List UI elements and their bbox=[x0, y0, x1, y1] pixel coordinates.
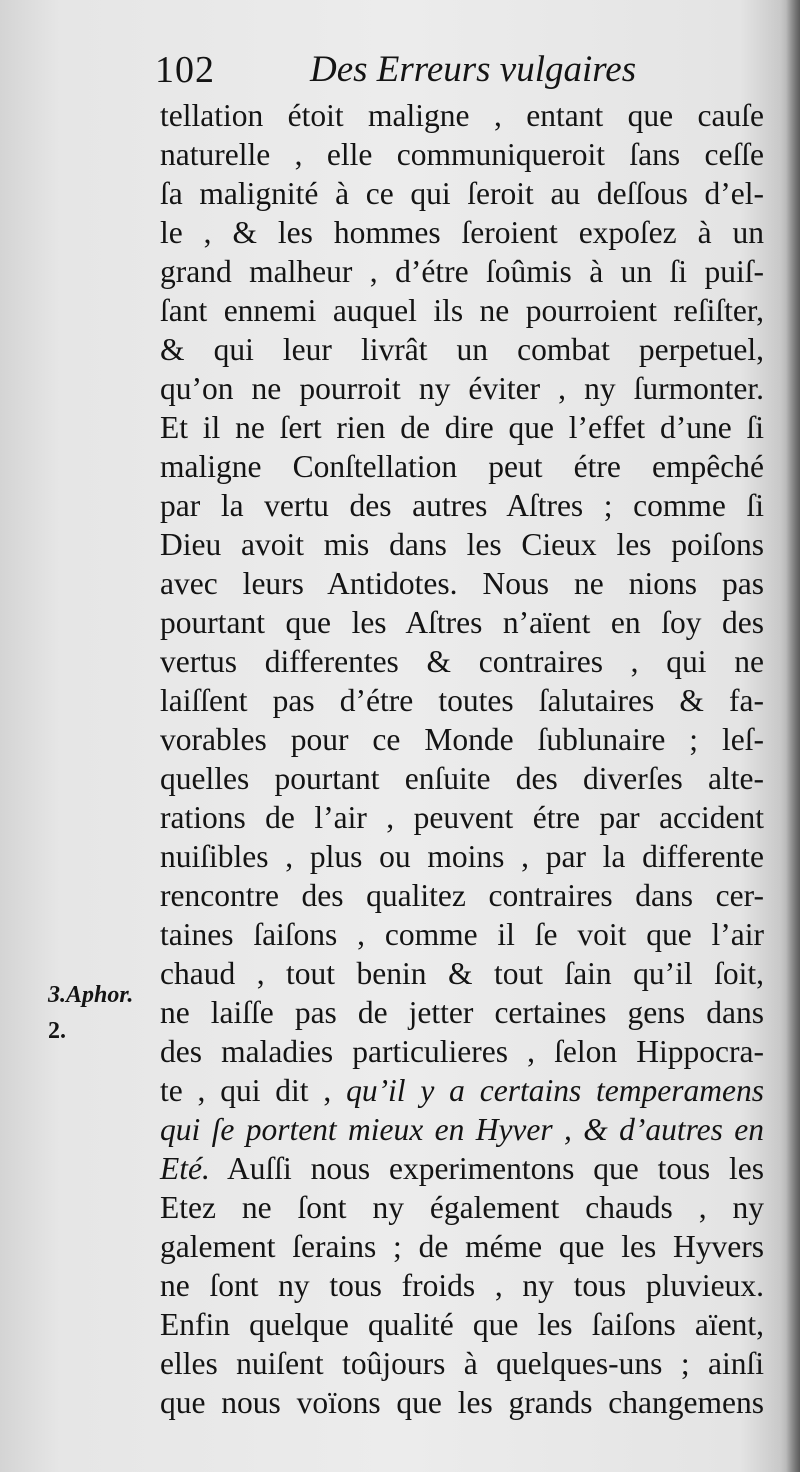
text-line: Dieu avoit mis dans les Cieux les poiſons bbox=[160, 527, 764, 562]
margin-note-number: 2. bbox=[48, 1018, 66, 1044]
text-line: vertus differentes & contraires , qui ne bbox=[160, 644, 764, 679]
text-line: qu’on ne pourroit ny éviter , ny ſurmonter. bbox=[160, 371, 764, 406]
text-line: Enfin quelque qualité que les ſaiſons aïent, bbox=[160, 1307, 764, 1342]
text-line: par la vertu des autres Aſtres ; comme ſi bbox=[160, 488, 764, 523]
text-line: chaud , tout benin & tout ſain qu’il ſoit, bbox=[160, 956, 764, 991]
text-line: nuiſibles , plus ou moins , par la differente bbox=[160, 839, 764, 874]
body-text bbox=[160, 96, 764, 1422]
text-line: pourtant que les Aſtres n’aïent en ſoy des bbox=[160, 605, 764, 640]
text-line: ſa malignité à ce qui ſeroit au deſſous d’el- bbox=[160, 176, 764, 211]
text-line bbox=[160, 1149, 764, 1188]
text-line: ne laiſſe pas de jetter certaines gens dans bbox=[160, 995, 764, 1030]
quotation: Eté. bbox=[160, 1151, 210, 1186]
page-header bbox=[155, 42, 675, 98]
text-line: taines ſaiſons , comme il ſe voit que l’air bbox=[160, 917, 764, 952]
text-line: maligne Conſtellation peut étre empêché bbox=[160, 449, 764, 484]
text-line: naturelle , elle communiqueroit ſans ceſſe bbox=[160, 137, 764, 172]
text-line: des maladies particulieres , ſelon Hippocra- bbox=[160, 1034, 764, 1069]
quotation: qu’il y a certains temperamens bbox=[346, 1073, 764, 1108]
text-line: Et il ne ſert rien de dire que l’effet d’une ſi bbox=[160, 410, 764, 445]
text-line: vorables pour ce Monde ſublunaire ; leſ- bbox=[160, 722, 764, 757]
page-number: 102 bbox=[155, 49, 215, 91]
text-line: rations de l’air , peuvent étre par accident bbox=[160, 800, 764, 835]
text-line: & qui leur livrât un combat perpetuel, bbox=[160, 332, 764, 367]
text-line: galement ſerains ; de méme que les Hyvers bbox=[160, 1229, 764, 1264]
margin-note-reference: 3.Aphor. bbox=[48, 982, 134, 1008]
text-segment: te , qui dit , bbox=[160, 1073, 347, 1108]
text-line: tellation étoit maligne , entant que cauſe bbox=[160, 98, 764, 133]
text-line bbox=[160, 1071, 764, 1110]
text-line: elles nuiſent toûjours à quelques-uns ; ainſi bbox=[160, 1346, 764, 1381]
text-line: ſant ennemi auquel ils ne pourroient reſiſter, bbox=[160, 293, 764, 328]
running-title: Des Erreurs vulgaires bbox=[310, 49, 637, 90]
text-line: rencontre des qualitez contraires dans cer- bbox=[160, 878, 764, 913]
text-line: ne ſont ny tous froids , ny tous pluvieux. bbox=[160, 1268, 764, 1303]
text-line: que nous voïons que les grands changemens bbox=[160, 1385, 764, 1420]
quotation-line: qui ſe portent mieux en Hyver , & d’autres en bbox=[160, 1112, 764, 1147]
margin-note bbox=[48, 977, 158, 1049]
text-segment: Auſſi nous experimentons que tous les bbox=[209, 1151, 764, 1186]
text-line: le , & les hommes ſeroient expoſez à un bbox=[160, 215, 764, 250]
text-line: laiſſent pas d’étre toutes ſalutaires & fa- bbox=[160, 683, 764, 718]
text-line: grand malheur , d’étre ſoûmis à un ſi puiſ- bbox=[160, 254, 764, 289]
text-line: quelles pourtant enſuite des diverſes alte- bbox=[160, 761, 764, 796]
text-line: Etez ne ſont ny également chauds , ny bbox=[160, 1190, 764, 1225]
text-line: avec leurs Antidotes. Nous ne nions pas bbox=[160, 566, 764, 601]
